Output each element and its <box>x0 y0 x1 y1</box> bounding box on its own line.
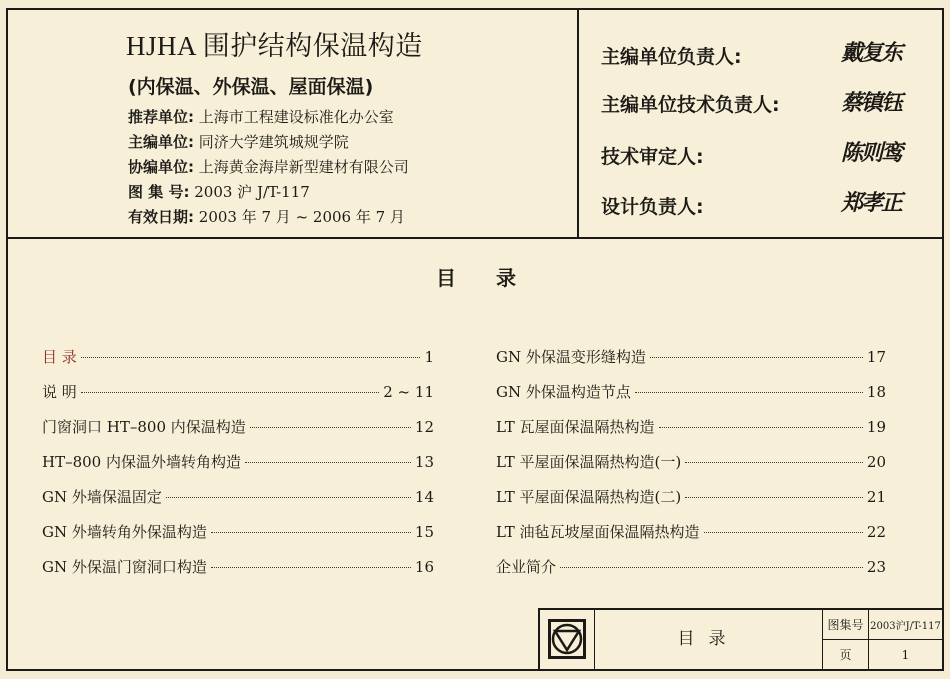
toc-right-column <box>496 346 886 591</box>
drawing-sheet <box>6 8 944 671</box>
info-valid-date: 有效日期: 2003 年 7 月 ~ 2006 年 7 月 <box>128 208 405 226</box>
triangle-circle-logo-icon <box>548 619 586 659</box>
toc-entry[interactable]: 说 明 2 ~ 11 <box>42 383 434 401</box>
toc-entry[interactable]: LT 平屋面保温隔热构造(一) 20 <box>496 453 886 471</box>
info-atlas-number: 图 集 号: 2003 沪 J/T-117 <box>128 183 310 201</box>
toc-heading: 目录 <box>436 266 556 290</box>
toc-entry[interactable]: GN 外墙转角外保温构造 15 <box>42 523 434 541</box>
toc-entry[interactable]: 目 录 1 <box>42 348 434 366</box>
sheet-name: 目录 <box>595 610 823 669</box>
signature-role: 主编单位负责人: <box>601 46 742 68</box>
header-info-panel <box>8 10 579 237</box>
toc-entry[interactable]: GN 外保温构造节点 18 <box>496 383 886 401</box>
signature-role: 设计负责人: <box>601 196 704 218</box>
toc-left-column <box>42 346 434 591</box>
page-label: 页 <box>823 640 869 669</box>
info-recommend-unit: 推荐单位: 上海市工程建设标准化办公室 <box>128 108 394 126</box>
info-chief-editor-unit: 主编单位: 同济大学建筑城规学院 <box>128 133 349 151</box>
toc-entry[interactable]: LT 瓦屋面保温隔热构造 19 <box>496 418 886 436</box>
toc-entry[interactable]: 企业简介 23 <box>496 558 886 576</box>
header-divider <box>8 237 942 239</box>
signature-handwritten: 蔡镇钰 <box>841 90 902 116</box>
atlas-number-value: 2003沪J/T-117 <box>869 610 942 640</box>
signature-handwritten: 陈则鸾 <box>841 140 902 166</box>
toc-entry[interactable]: GN 外保温变形缝构造 17 <box>496 348 886 366</box>
page-number: 1 <box>901 647 910 662</box>
atlas-subtitle: (内保温、外保温、屋面保温) <box>128 76 374 98</box>
toc-entry[interactable]: LT 平屋面保温隔热构造(二) 21 <box>496 488 886 506</box>
info-co-editor-unit: 协编单位: 上海黄金海岸新型建材有限公司 <box>128 158 409 176</box>
toc-entry[interactable]: LT 油毡瓦坡屋面保温隔热构造 22 <box>496 523 886 541</box>
toc-entry[interactable]: GN 外墙保温固定 14 <box>42 488 434 506</box>
toc-entry[interactable]: 门窗洞口 HT–800 内保温构造 12 <box>42 418 434 436</box>
signature-role: 技术审定人: <box>601 146 704 168</box>
toc-entry[interactable]: GN 外保温门窗洞口构造 16 <box>42 558 434 576</box>
title-block <box>538 608 942 669</box>
toc-entry[interactable]: HT–800 内保温外墙转角构造 13 <box>42 453 434 471</box>
atlas-title: HJHA 围护结构保温构造 <box>126 31 423 61</box>
signature-role: 主编单位技术负责人: <box>601 94 780 116</box>
signature-handwritten: 戴复东 <box>841 40 902 66</box>
publisher-logo <box>540 610 595 669</box>
signature-handwritten: 郑孝正 <box>841 190 902 216</box>
header-signature-panel <box>579 10 942 237</box>
atlas-number-label: 图集号 <box>823 610 869 640</box>
